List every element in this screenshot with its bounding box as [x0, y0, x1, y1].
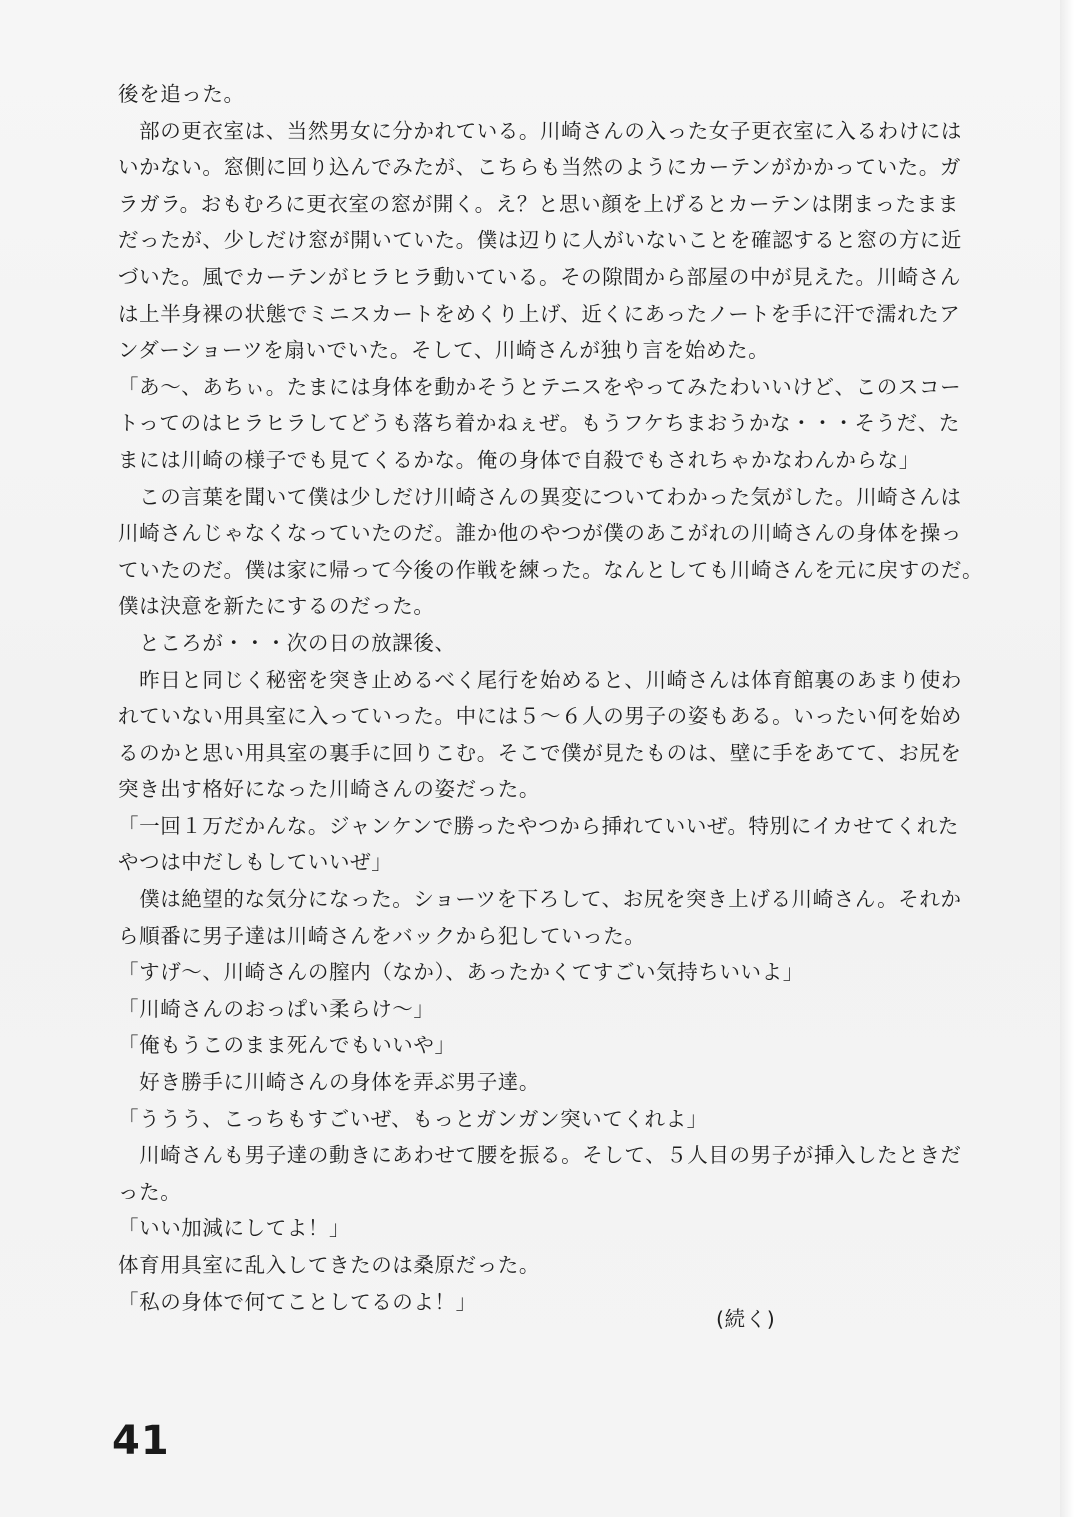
continued-note: (続く) [716, 1307, 776, 1331]
text-line: 川崎さんも男子達の動きにあわせて腰を振る。そして、５人目の男子が挿入したときだ [118, 1143, 962, 1168]
text-line: 僕は決意を新たにするのだった。 [118, 594, 435, 619]
text-line: ていたのだ。僕は家に帰って今後の作戦を練った。なんとしても川崎さんを元に戻すのだ。 [118, 557, 984, 582]
text-line: 「あ～、あちぃ。たまには身体を動かそうとテニスをやってみたわいいけど、このスコー [118, 374, 962, 399]
text-line: ところが・・・次の日の放課後、 [118, 630, 456, 655]
page-edge-shadow [1060, 0, 1074, 1517]
text-line: ら順番に男子達は川崎さんをバックから犯していった。 [118, 923, 646, 948]
text-line: 川崎さんじゃなくなっていたのだ。誰か他のやつが僕のあこがれの川崎さんの身体を操っ [118, 521, 962, 546]
text-line: 僕は絶望的な気分になった。ショーツを下ろして、お尻を突き上げる川崎さん。それか [118, 887, 962, 912]
text-line: づいた。風でカーテンがヒラヒラ動いている。その隙間から部屋の中が見えた。川崎さん [118, 264, 961, 289]
text-line: 「川崎さんのおっぱい柔らけ～」 [118, 996, 435, 1021]
text-line: 「一回１万だかんな。ジャンケンで勝ったやつから挿れていいぜ。特別にイカせてくれた [118, 813, 959, 838]
text-line: やつは中だしもしていいぜ」 [118, 850, 393, 875]
text-line: まには川崎の様子でも見てくるかな。俺の身体で自殺でもされちゃかなわんからな」 [118, 447, 920, 472]
text-line: 「すげ～、川崎さんの膣内（なか）、あったかくてすごい気持ちいいよ」 [118, 960, 804, 985]
text-line: 「俺もうこのまま死んでもいいや」 [118, 1033, 456, 1058]
text-line: ラガラ。おもむろに更衣室の窓が開く。え？と思い顔を上げるとカーテンは閉まったまま [118, 191, 959, 216]
text-line: トってのはヒラヒラしてどうも落ち着かねぇぜ。もうフケちまおうかな・・・そうだ、た [118, 411, 960, 436]
text-line: 「私の身体で何てことしてるのよ！」 [118, 1289, 477, 1314]
text-line: は上半身裸の状態でミニスカートをめくり上げ、近くにあったノートを手に汗で濡れたア [118, 301, 961, 326]
story-text [118, 76, 998, 1320]
text-line: 後を追った。 [118, 82, 245, 106]
text-line: 突き出す格好になった川崎さんの姿だった。 [118, 777, 540, 802]
text-line: った。 [118, 1179, 182, 1204]
text-line: いかない。窓側に回り込んでみたが、こちらも当然のようにカーテンがかかっていた。ガ [118, 155, 961, 180]
page-number: 41 [112, 1418, 170, 1464]
text-line: この言葉を聞いて僕は少しだけ川崎さんの異変についてわかった気がした。川崎さんは [118, 484, 962, 509]
text-line: 体育用具室に乱入してきたのは桑原だった。 [118, 1253, 540, 1277]
text-line: るのかと思い用具室の裏手に回りこむ。そこで僕が見たものは、壁に手をあてて、お尻を [118, 740, 962, 765]
text-line: 好き勝手に川崎さんの身体を弄ぶ男子達。 [118, 1070, 540, 1095]
text-line: だったが、少しだけ窓が開いていた。僕は辺りに人がいないことを確認すると窓の方に近 [118, 228, 962, 253]
text-line: れていない用具室に入っていった。中には５～６人の男子の姿もある。いったい何を始め [118, 704, 962, 729]
text-line: 部の更衣室は、当然男女に分かれている。川崎さんの入った女子更衣室に入るわけには [118, 118, 962, 143]
text-line: 「ううう、こっちもすごいぜ、もっとガンガン突いてくれよ」 [118, 1106, 708, 1131]
text-line: 昨日と同じく秘密を突き止めるべく尾行を始めると、川崎さんは体育館裏のあまり使わ [118, 667, 962, 692]
text-line: 「いい加減にしてよ！」 [118, 1216, 351, 1241]
text-line: ンダーショーツを扇いでいた。そして、川崎さんが独り言を始めた。 [118, 338, 770, 363]
